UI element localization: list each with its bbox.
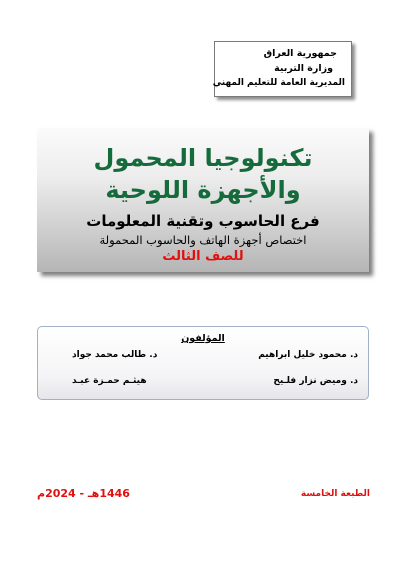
publication-year: 1446هـ - 2024م [37,487,130,500]
institution-country: جمهورية العراق [263,48,337,59]
authors-heading: المؤلفون [181,333,225,344]
book-specialization: اختصاص أجهزة الهاتف والحاسوب المحمولة [99,233,307,247]
institution-header-box [214,41,352,97]
institution-ministry: وزارة التربية [274,63,333,74]
book-title-box [37,128,369,272]
author-name: هيثـم حمـزة عبـد [72,376,147,386]
author-name: د. وميض نزار فلـيح [273,376,358,386]
institution-directorate: المديرية العامة للتعليم المهني [212,78,345,88]
author-name: د. محمود خليل ابراهيم [258,350,358,360]
author-name: د. طالب محمد جواد [72,350,158,360]
book-title-line-1: تكنولوجيا المحمول [93,144,313,172]
book-title-line-2: والأجهزة اللوحية [105,176,301,204]
book-grade: للصف الثالث [162,249,244,264]
authors-box [37,326,369,400]
edition-label: الطبعة الخامسة [300,489,370,499]
book-branch: فرع الحاسوب وتقنية المعلومات [86,212,320,230]
